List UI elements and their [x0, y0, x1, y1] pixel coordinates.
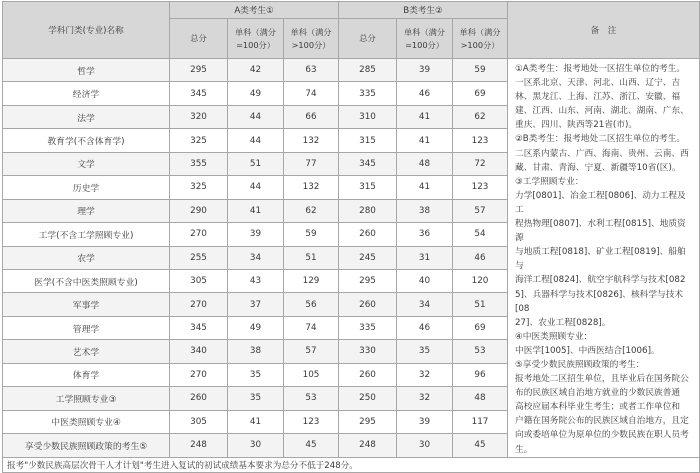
row-name: 中医类照顾专业④ [3, 410, 170, 433]
b-single-le100-cell: 32 [397, 387, 453, 410]
b-single-gt100-cell: 120 [453, 269, 508, 292]
b-total-cell: 250 [339, 387, 397, 410]
a-single-le100-cell: 44 [228, 129, 284, 152]
table-row [3, 59, 700, 82]
note-line: 程热物理[0807]、水利工程[0815]、地质资源 [515, 219, 686, 244]
b-single-gt100-cell: 57 [453, 199, 508, 222]
note-line: 中医学[1005]、中西医结合[1006]。 [515, 345, 660, 356]
note-line: 一区系北京、天津、河北、山西、辽宁、吉 [515, 78, 681, 89]
row-name: 法学 [3, 105, 170, 128]
row-name: 历史学 [3, 176, 170, 199]
b-single-gt100-cell: 59 [453, 59, 508, 82]
note-line: 海洋工程[0824]、航空宇航科学与技术[082 [515, 275, 686, 286]
a-total-cell: 345 [170, 82, 228, 105]
a-single-gt100-cell: 129 [284, 269, 339, 292]
header-category: 学科门类(专业)名称 [3, 2, 170, 59]
a-single-gt100-cell: 59 [284, 223, 339, 246]
a-single-gt100-cell: 132 [284, 176, 339, 199]
a-total-cell: 295 [170, 59, 228, 82]
score-table-wrapper [2, 1, 700, 473]
header-a-single-le100: 单科（满分=100分） [228, 19, 284, 59]
a-single-le100-cell: 44 [228, 105, 284, 128]
note-line: 力学[0801]、冶金工程[0806]、动力工程及工 [515, 190, 686, 215]
header-b-single-le100: 单科（满分=100分） [397, 19, 453, 59]
b-single-gt100-cell: 51 [453, 293, 508, 316]
b-single-le100-cell: 46 [397, 82, 453, 105]
a-total-cell: 355 [170, 152, 228, 175]
note-line: 户籍在国务院公布的民族区域自治地方，且定 [515, 416, 689, 427]
header-a-group: A类考生① [170, 2, 339, 19]
b-single-gt100-cell: 46 [453, 246, 508, 269]
a-single-gt100-cell: 123 [284, 410, 339, 433]
a-total-cell: 270 [170, 293, 228, 316]
b-single-gt100-cell: 54 [453, 223, 508, 246]
footer-row [3, 457, 700, 472]
a-single-le100-cell: 51 [228, 152, 284, 175]
a-single-gt100-cell: 74 [284, 316, 339, 339]
b-single-le100-cell: 39 [397, 410, 453, 433]
b-total-cell: 335 [339, 82, 397, 105]
a-single-le100-cell: 30 [228, 434, 284, 458]
note-line: 报考地处二区招生单位，且毕业后在国务院公 [515, 374, 689, 385]
a-single-le100-cell: 41 [228, 410, 284, 433]
note-line: ①A类考生：报考地处一区招生单位的考生。 [515, 64, 686, 74]
header-b-total: 总分 [339, 19, 397, 59]
a-single-gt100-cell: 57 [284, 340, 339, 363]
notes-cell [508, 59, 700, 458]
header-b-group: B类考生② [339, 2, 508, 19]
note-line: 生。 [515, 444, 533, 455]
b-total-cell: 285 [339, 59, 397, 82]
row-name: 农学 [3, 246, 170, 269]
a-single-gt100-cell: 132 [284, 129, 339, 152]
header-a-total: 总分 [170, 19, 228, 59]
b-single-gt100-cell: 96 [453, 363, 508, 386]
b-total-cell: 345 [339, 152, 397, 175]
a-single-gt100-cell: 62 [284, 199, 339, 222]
note-line: ④中医类照顾专业： [515, 331, 593, 342]
a-total-cell: 340 [170, 340, 228, 363]
row-name: 艺术学 [3, 340, 170, 363]
b-single-gt100-cell: 123 [453, 129, 508, 152]
a-single-gt100-cell: 74 [284, 82, 339, 105]
b-total-cell: 315 [339, 129, 397, 152]
a-single-le100-cell: 49 [228, 316, 284, 339]
note-line: 5]、兵器科学与技术[0826]、核科学与技术[08 [515, 289, 684, 314]
row-name: 经济学 [3, 82, 170, 105]
a-total-cell: 325 [170, 176, 228, 199]
a-single-gt100-cell: 105 [284, 363, 339, 386]
a-single-gt100-cell: 45 [284, 434, 339, 458]
note-line: 27]、农业工程[0828]。 [515, 317, 611, 328]
note-line: 与地质工程[0818]、矿业工程[0819]、船舶与 [515, 247, 686, 272]
a-single-le100-cell: 37 [228, 293, 284, 316]
b-single-le100-cell: 46 [397, 316, 453, 339]
b-total-cell: 335 [339, 316, 397, 339]
row-name: 享受少数民族照顾政策的考生⑤ [3, 434, 170, 458]
row-name: 体育学 [3, 363, 170, 386]
b-single-le100-cell: 31 [397, 246, 453, 269]
header-notes: 备 注 [508, 2, 700, 59]
b-single-le100-cell: 34 [397, 293, 453, 316]
b-single-le100-cell: 35 [397, 340, 453, 363]
a-single-le100-cell: 42 [228, 59, 284, 82]
a-single-gt100-cell: 51 [284, 246, 339, 269]
b-single-gt100-cell: 72 [453, 152, 508, 175]
a-total-cell: 325 [170, 129, 228, 152]
b-single-gt100-cell: 62 [453, 105, 508, 128]
note-line: 藏、甘肃、青海、宁夏、新疆等10省(区)。 [515, 162, 681, 173]
a-total-cell: 345 [170, 316, 228, 339]
a-single-gt100-cell: 66 [284, 105, 339, 128]
note-line: ⑤享受少数民族照顾政策的考生： [515, 359, 645, 370]
a-single-gt100-cell: 53 [284, 387, 339, 410]
a-single-le100-cell: 35 [228, 387, 284, 410]
b-total-cell: 330 [339, 340, 397, 363]
a-total-cell: 305 [170, 269, 228, 292]
note-line: ②B类考生：报考地处二区招生单位的考生。 [515, 134, 686, 145]
a-single-gt100-cell: 63 [284, 59, 339, 82]
table-body [3, 59, 700, 473]
note-line: 高校应届本科毕业生考生；或者工作单位和 [515, 402, 681, 413]
a-single-gt100-cell: 77 [284, 152, 339, 175]
b-single-le100-cell: 40 [397, 269, 453, 292]
b-single-le100-cell: 36 [397, 223, 453, 246]
b-total-cell: 245 [339, 246, 397, 269]
a-single-le100-cell: 41 [228, 199, 284, 222]
row-name: 医学(不含中医类照顾专业) [3, 269, 170, 292]
b-single-gt100-cell: 117 [453, 410, 508, 433]
a-total-cell: 305 [170, 410, 228, 433]
note-line: ③工学照顾专业： [515, 176, 584, 187]
b-single-le100-cell: 41 [397, 176, 453, 199]
b-total-cell: 280 [339, 199, 397, 222]
b-total-cell: 260 [339, 223, 397, 246]
row-name: 文学 [3, 152, 170, 175]
a-single-le100-cell: 35 [228, 363, 284, 386]
b-total-cell: 310 [339, 105, 397, 128]
note-line: 二区系内蒙古、广西、海南、贵州、云南、西 [515, 148, 689, 159]
a-single-le100-cell: 38 [228, 340, 284, 363]
row-name: 管理学 [3, 316, 170, 339]
a-single-le100-cell: 49 [228, 82, 284, 105]
note-line: 布的民族区域自治地方就业的少数民族普通 [515, 388, 681, 399]
a-total-cell: 248 [170, 434, 228, 458]
b-single-le100-cell: 38 [397, 199, 453, 222]
b-total-cell: 248 [339, 434, 397, 458]
b-single-le100-cell: 39 [397, 59, 453, 82]
a-total-cell: 320 [170, 105, 228, 128]
b-total-cell: 295 [339, 269, 397, 292]
a-total-cell: 270 [170, 223, 228, 246]
b-single-gt100-cell: 45 [453, 434, 508, 458]
row-name: 工学(不含工学照顾专业) [3, 223, 170, 246]
b-single-le100-cell: 32 [397, 363, 453, 386]
b-total-cell: 260 [339, 293, 397, 316]
b-single-gt100-cell: 69 [453, 82, 508, 105]
a-single-le100-cell: 34 [228, 246, 284, 269]
note-line: 建、江西、山东、河南、湖北、湖南、广东、 [515, 106, 689, 117]
a-single-le100-cell: 39 [228, 223, 284, 246]
footer-note: 报考"少数民族高层次骨干人才计划"考生进入复试的初试成绩基本要求为总分不低于248分。 [3, 457, 700, 472]
note-line: 向或委培单位为原单位的少数民族在职人员考 [515, 430, 689, 441]
a-single-le100-cell: 43 [228, 269, 284, 292]
a-total-cell: 255 [170, 246, 228, 269]
b-total-cell: 315 [339, 176, 397, 199]
note-line: 林、黑龙江、上海、江苏、浙江、安徽、福 [515, 92, 681, 103]
b-total-cell: 260 [339, 363, 397, 386]
b-single-gt100-cell: 69 [453, 316, 508, 339]
a-total-cell: 260 [170, 387, 228, 410]
row-name: 教育学(不含体育学) [3, 129, 170, 152]
b-single-le100-cell: 41 [397, 105, 453, 128]
row-name: 理学 [3, 199, 170, 222]
header-a-single-gt100: 单科（满分>100分） [284, 19, 339, 59]
b-single-le100-cell: 30 [397, 434, 453, 458]
row-name: 工学照顾专业③ [3, 387, 170, 410]
row-name: 军事学 [3, 293, 170, 316]
b-total-cell: 295 [339, 410, 397, 433]
row-name: 哲学 [3, 59, 170, 82]
note-line: 重庆、四川、陕西等21省(市)。 [515, 120, 638, 131]
a-single-le100-cell: 44 [228, 176, 284, 199]
b-single-gt100-cell: 48 [453, 387, 508, 410]
b-single-le100-cell: 48 [397, 152, 453, 175]
b-single-gt100-cell: 53 [453, 340, 508, 363]
a-total-cell: 290 [170, 199, 228, 222]
b-single-le100-cell: 41 [397, 129, 453, 152]
a-single-gt100-cell: 56 [284, 293, 339, 316]
score-requirements-table [2, 1, 700, 473]
a-total-cell: 270 [170, 363, 228, 386]
b-single-gt100-cell: 123 [453, 176, 508, 199]
header-b-single-gt100: 单科（满分>100分） [453, 19, 508, 59]
